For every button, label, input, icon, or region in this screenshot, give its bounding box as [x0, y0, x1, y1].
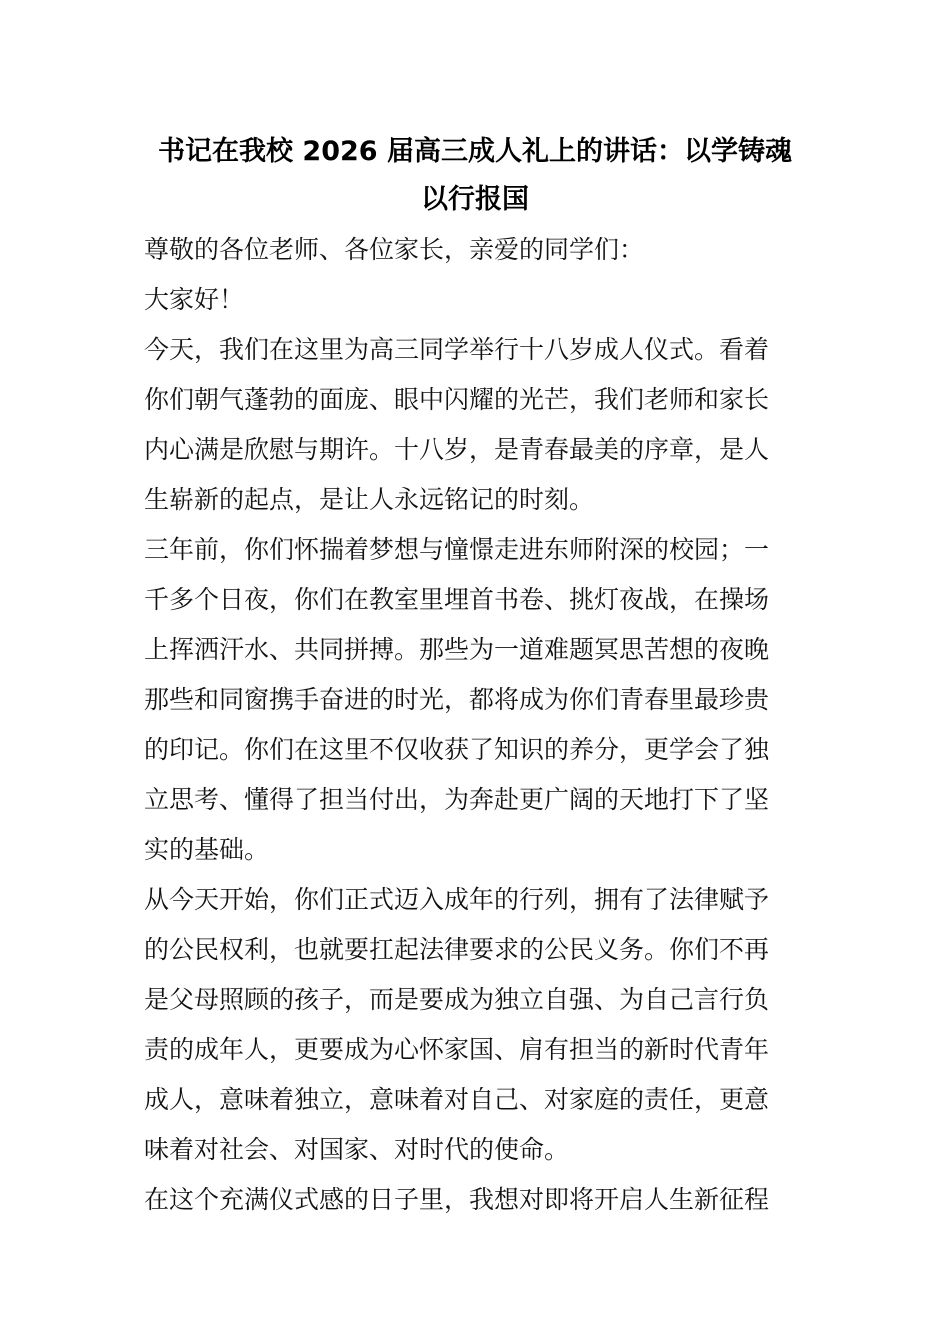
body-text-line: 三年前，你们怀揣着梦想与憧憬走进东师附深的校园；一 — [144, 535, 770, 564]
body-text-line: 生崭新的起点，是让人永远铭记的时刻。 — [144, 485, 595, 514]
body-text-line: 的公民权利，也就要扛起法律要求的公民义务。你们不再 — [144, 935, 770, 964]
body-text-line: 成人，意味着独立，意味着对自己、对家庭的责任，更意 — [144, 1085, 770, 1114]
body-text-line: 味着对社会、对国家、对时代的使命。 — [144, 1135, 570, 1164]
greeting-line: 大家好！ — [144, 285, 245, 314]
body-text-line: 内心满是欣慰与期许。十八岁，是青春最美的序章，是人 — [144, 435, 770, 464]
body-text-line: 是父母照顾的孩子，而是要成为独立自强、为自己言行负 — [144, 985, 770, 1014]
body-text-line: 的印记。你们在这里不仅收获了知识的养分，更学会了独 — [144, 735, 770, 764]
document-title-line-1: 书记在我校 2026 届高三成人礼上的讲话：以学铸魂 — [158, 136, 792, 167]
body-text-line: 实的基础。 — [144, 835, 270, 864]
salutation-line: 尊敬的各位老师、各位家长，亲爱的同学们： — [144, 235, 645, 264]
body-text-line: 今天，我们在这里为高三同学举行十八岁成人仪式。看着 — [144, 335, 770, 364]
body-text-line: 在这个充满仪式感的日子里，我想对即将开启人生新征程 — [144, 1185, 770, 1214]
body-text-line: 上挥洒汗水、共同拼搏。那些为一道难题冥思苦想的夜晚 — [144, 635, 770, 664]
body-text-line: 立思考、懂得了担当付出，为奔赴更广阔的天地打下了坚 — [144, 785, 770, 814]
document-title-line-2: 以行报国 — [421, 184, 529, 215]
body-text-line: 那些和同窗携手奋进的时光，都将成为你们青春里最珍贵 — [144, 685, 770, 714]
body-text-line: 你们朝气蓬勃的面庞、眼中闪耀的光芒，我们老师和家长 — [144, 385, 770, 414]
body-text-line: 从今天开始，你们正式迈入成年的行列，拥有了法律赋予 — [144, 885, 770, 914]
body-text-line: 千多个日夜，你们在教室里埋首书卷、挑灯夜战，在操场 — [144, 585, 770, 614]
body-text-line: 责的成年人，更要成为心怀家国、肩有担当的新时代青年 — [144, 1035, 770, 1064]
